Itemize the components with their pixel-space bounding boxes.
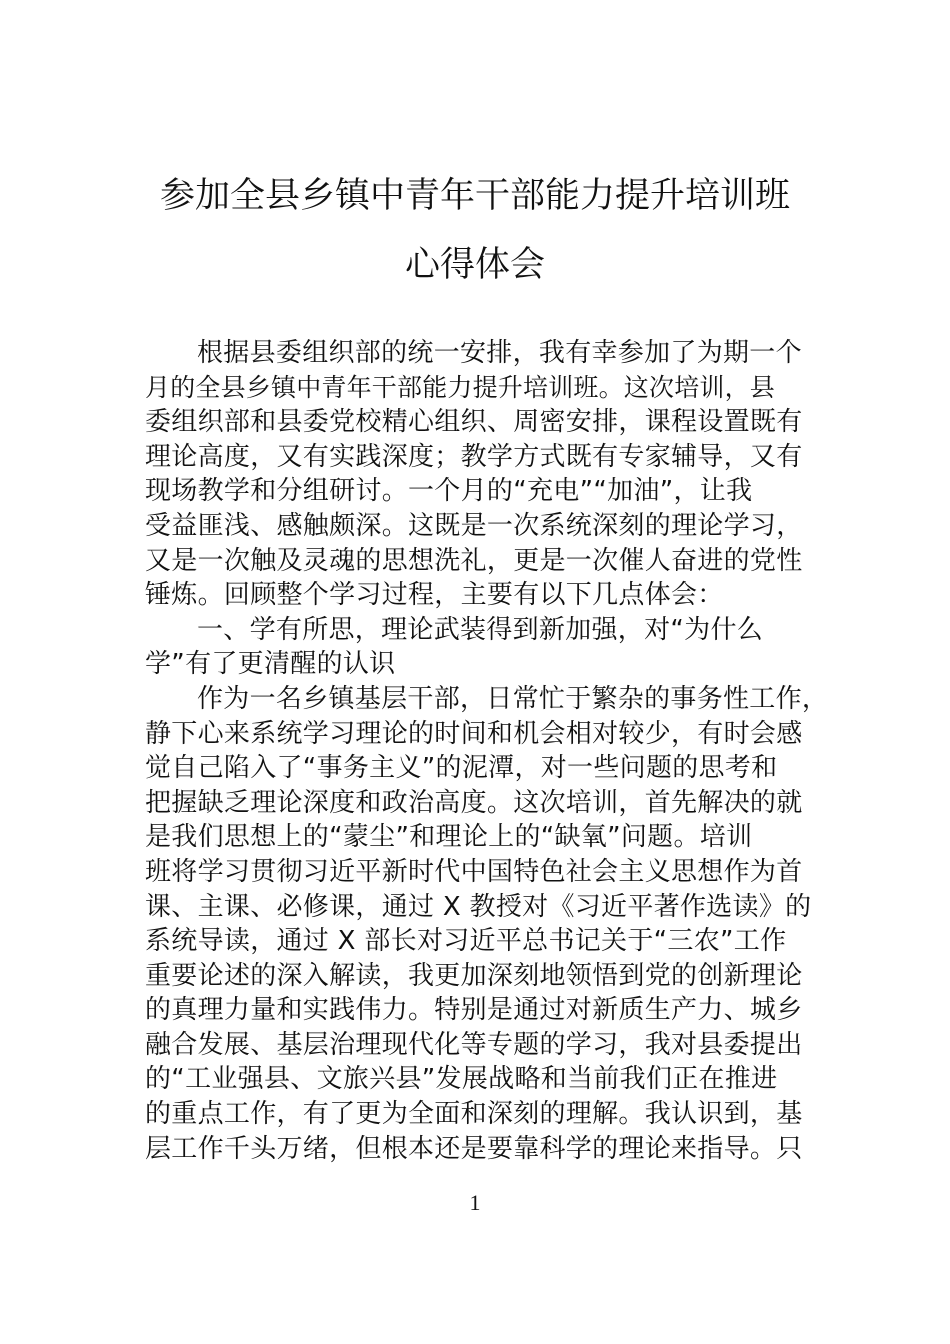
paragraph-line: 现场教学和分组研讨。一个月的“充电”“加油”，让我 xyxy=(145,476,753,507)
paragraph-line: 的“工业强县、文旅兴县”发展战略和当前我们正在推进 xyxy=(145,1064,778,1095)
paragraph-line: 锤炼。回顾整个学习过程，主要有以下几点体会： xyxy=(145,580,724,611)
document-title-line-1: 参加全县乡镇中青年干部能力提升培训班 xyxy=(159,176,790,216)
page-number: 1 xyxy=(469,1190,481,1215)
document-body xyxy=(145,336,829,1166)
document-title-line-2: 心得体会 xyxy=(404,245,545,285)
section-heading-line: 学”有了更清醒的认识 xyxy=(145,649,396,680)
paragraph-line: 又是一次触及灵魂的思想洗礼，更是一次催人奋进的党性 xyxy=(145,545,803,576)
paragraph-line: 根据县委组织部的统一安排，我有幸参加了为期一个 xyxy=(197,338,802,368)
paragraph-line: 层工作千头万绪，但根本还是要靠科学的理论来指导。只 xyxy=(145,1133,803,1164)
paragraph-line: 觉自己陷入了“事务主义”的泥潭，对一些问题的思考和 xyxy=(145,753,778,784)
paragraph-line: 课、主课、必修课，通过 X 教授对《习近平著作选读》的 xyxy=(145,891,812,922)
paragraph-line: 受益匪浅、感触颇深。这既是一次系统深刻的理论学习， xyxy=(145,510,803,541)
paragraph-line: 月的全县乡镇中青年干部能力提升培训班。这次培训，县 xyxy=(145,372,776,402)
paragraph-line: 重要论述的深入解读，我更加深刻地领悟到党的创新理论 xyxy=(145,960,803,991)
paragraph-line: 系统导读，通过 X 部长对习近平总书记关于“三农”工作 xyxy=(145,926,787,957)
paragraph-line: 委组织部和县委党校精心组织、周密安排，课程设置既有 xyxy=(145,407,803,438)
paragraph-line: 是我们思想上的“蒙尘”和理论上的“缺氧”问题。培训 xyxy=(145,822,753,853)
paragraph-line: 的重点工作，有了更为全面和深刻的理解。我认识到，基 xyxy=(145,1099,803,1130)
paragraph-line: 作为一名乡镇基层干部，日常忙于繁杂的事务性工作， xyxy=(197,683,829,714)
paragraph-line: 把握缺乏理论深度和政治高度。这次培训，首先解决的就 xyxy=(145,787,803,818)
section-heading-line: 一、学有所思，理论武装得到新加强，对“为什么 xyxy=(197,614,764,645)
paragraph-line: 的真理力量和实践伟力。特别是通过对新质生产力、城乡 xyxy=(145,995,803,1026)
paragraph-line: 静下心来系统学习理论的时间和机会相对较少，有时会感 xyxy=(145,718,803,749)
paragraph-line: 融合发展、基层治理现代化等专题的学习，我对县委提出 xyxy=(145,1029,803,1060)
paragraph-line: 理论高度，又有实践深度；教学方式既有专家辅导，又有 xyxy=(145,441,803,472)
paragraph-line: 班将学习贯彻习近平新时代中国特色社会主义思想作为首 xyxy=(145,856,803,887)
